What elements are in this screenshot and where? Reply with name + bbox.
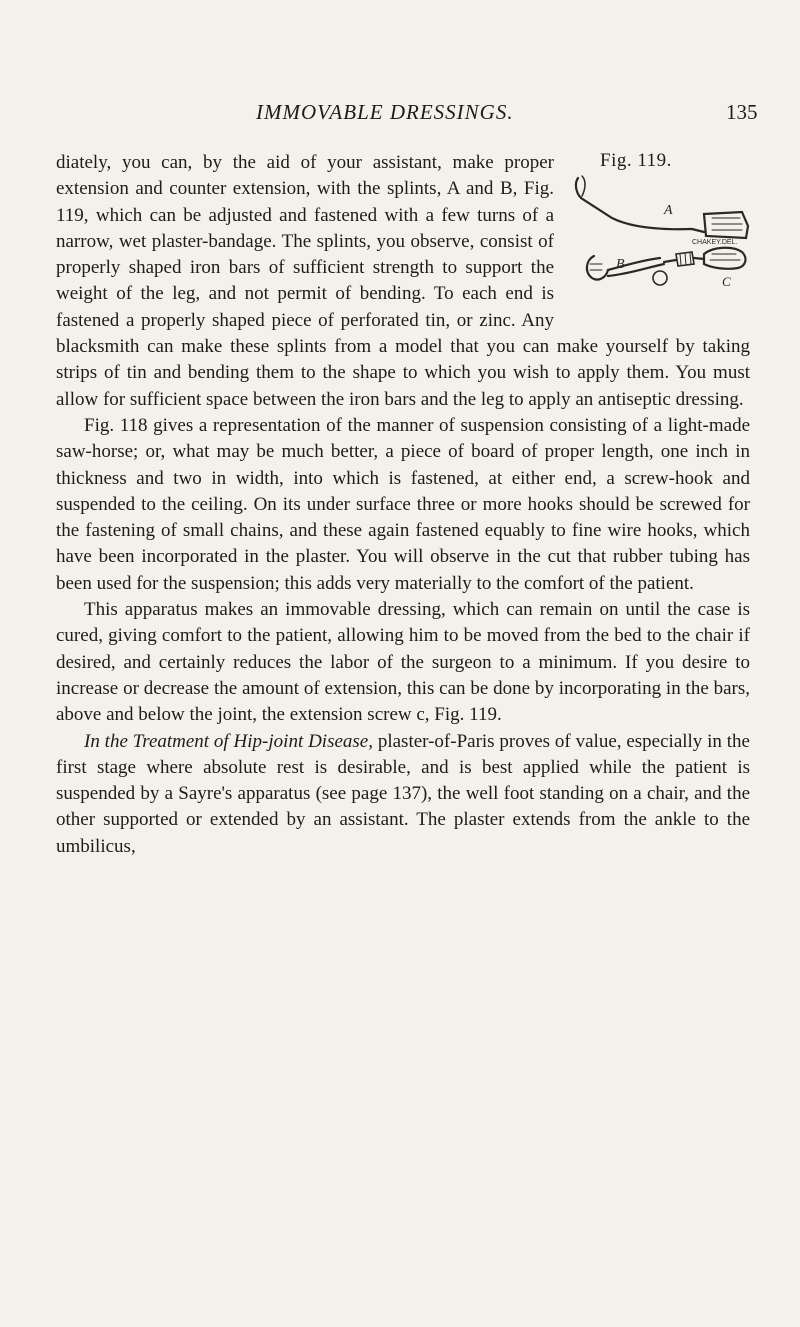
engraver-signature: CHAKEY.DEL.	[692, 239, 738, 246]
figure-letter-c: C	[722, 274, 731, 289]
figure-letter-a: A	[664, 203, 673, 218]
running-title: IMMOVABLE DRESSINGS.	[256, 100, 514, 124]
splint-illustration	[572, 174, 754, 304]
figure-letter-b: B	[616, 257, 625, 272]
paragraph: Fig. 118 gives a representation of the manner of suspension consisting of a light-made saw-horse; or, what may be much better, a piece of board of proper length, one inch in thickness and two in width, into which is fastened, at either end, a screw-hook and suspended to the ceiling. On its under surface three or more hooks should be screwed for the fastening of small chains, and these again fastened equably to fine wire hooks, which have been incorporated in the plaster. You will observe in the cut that rubber tubing has been used for the suspension; this adds very materially to the comfort of the patient.	[56, 414, 750, 594]
paragraph-text: plaster-of-Paris proves of value, especially in the first stage where absolute rest is desirable, and is best applied while the patient is suspended by a Sayre's apparatus (see page 137), the well foot standing on a chair, and the other supported or extended by an assistant. The plaster extends from the ankle to the umbilicus,	[56, 730, 750, 857]
figure-label: Fig. 119.	[600, 150, 672, 171]
paragraph: diately, you can, by the aid of your assistant, make proper extension and counter extension, with the splints, A and B, Fig. 119, which can be adjusted and fastened with a few turns of a narrow, wet plaster-bandage. The splints, you observe, consist of properly shaped iron bars of sufficient strength to support the weight of the leg, and not permit of bending. To each end is fastened a properly shaped piece of perforated tin, or zinc. Any blacksmith can make these splints from a model that you can make yourself by taking strips of tin and bending them to the shape to which you wish to apply them. You must allow for sufficient space between the iron bars and the leg to apply an antiseptic dressing.	[56, 152, 750, 410]
italic-heading: In the Treatment of Hip-joint Disease,	[84, 730, 373, 752]
paragraph	[56, 729, 750, 860]
figure-119	[572, 150, 754, 308]
page-number: 135	[726, 100, 758, 124]
paragraph: This apparatus makes an immovable dressing, which can remain on until the case is cured, giving comfort to the patient, allowing him to be moved from the bed to the chair if desired, and certainly reduces the labor of the surgeon to a minimum. If you desire to increase or decrease the amount of extension, this can be done by incorporating in the bars, above and below the joint, the extension screw c, Fig. 119.	[56, 599, 750, 726]
page-header	[0, 100, 800, 130]
body-text	[56, 150, 750, 860]
